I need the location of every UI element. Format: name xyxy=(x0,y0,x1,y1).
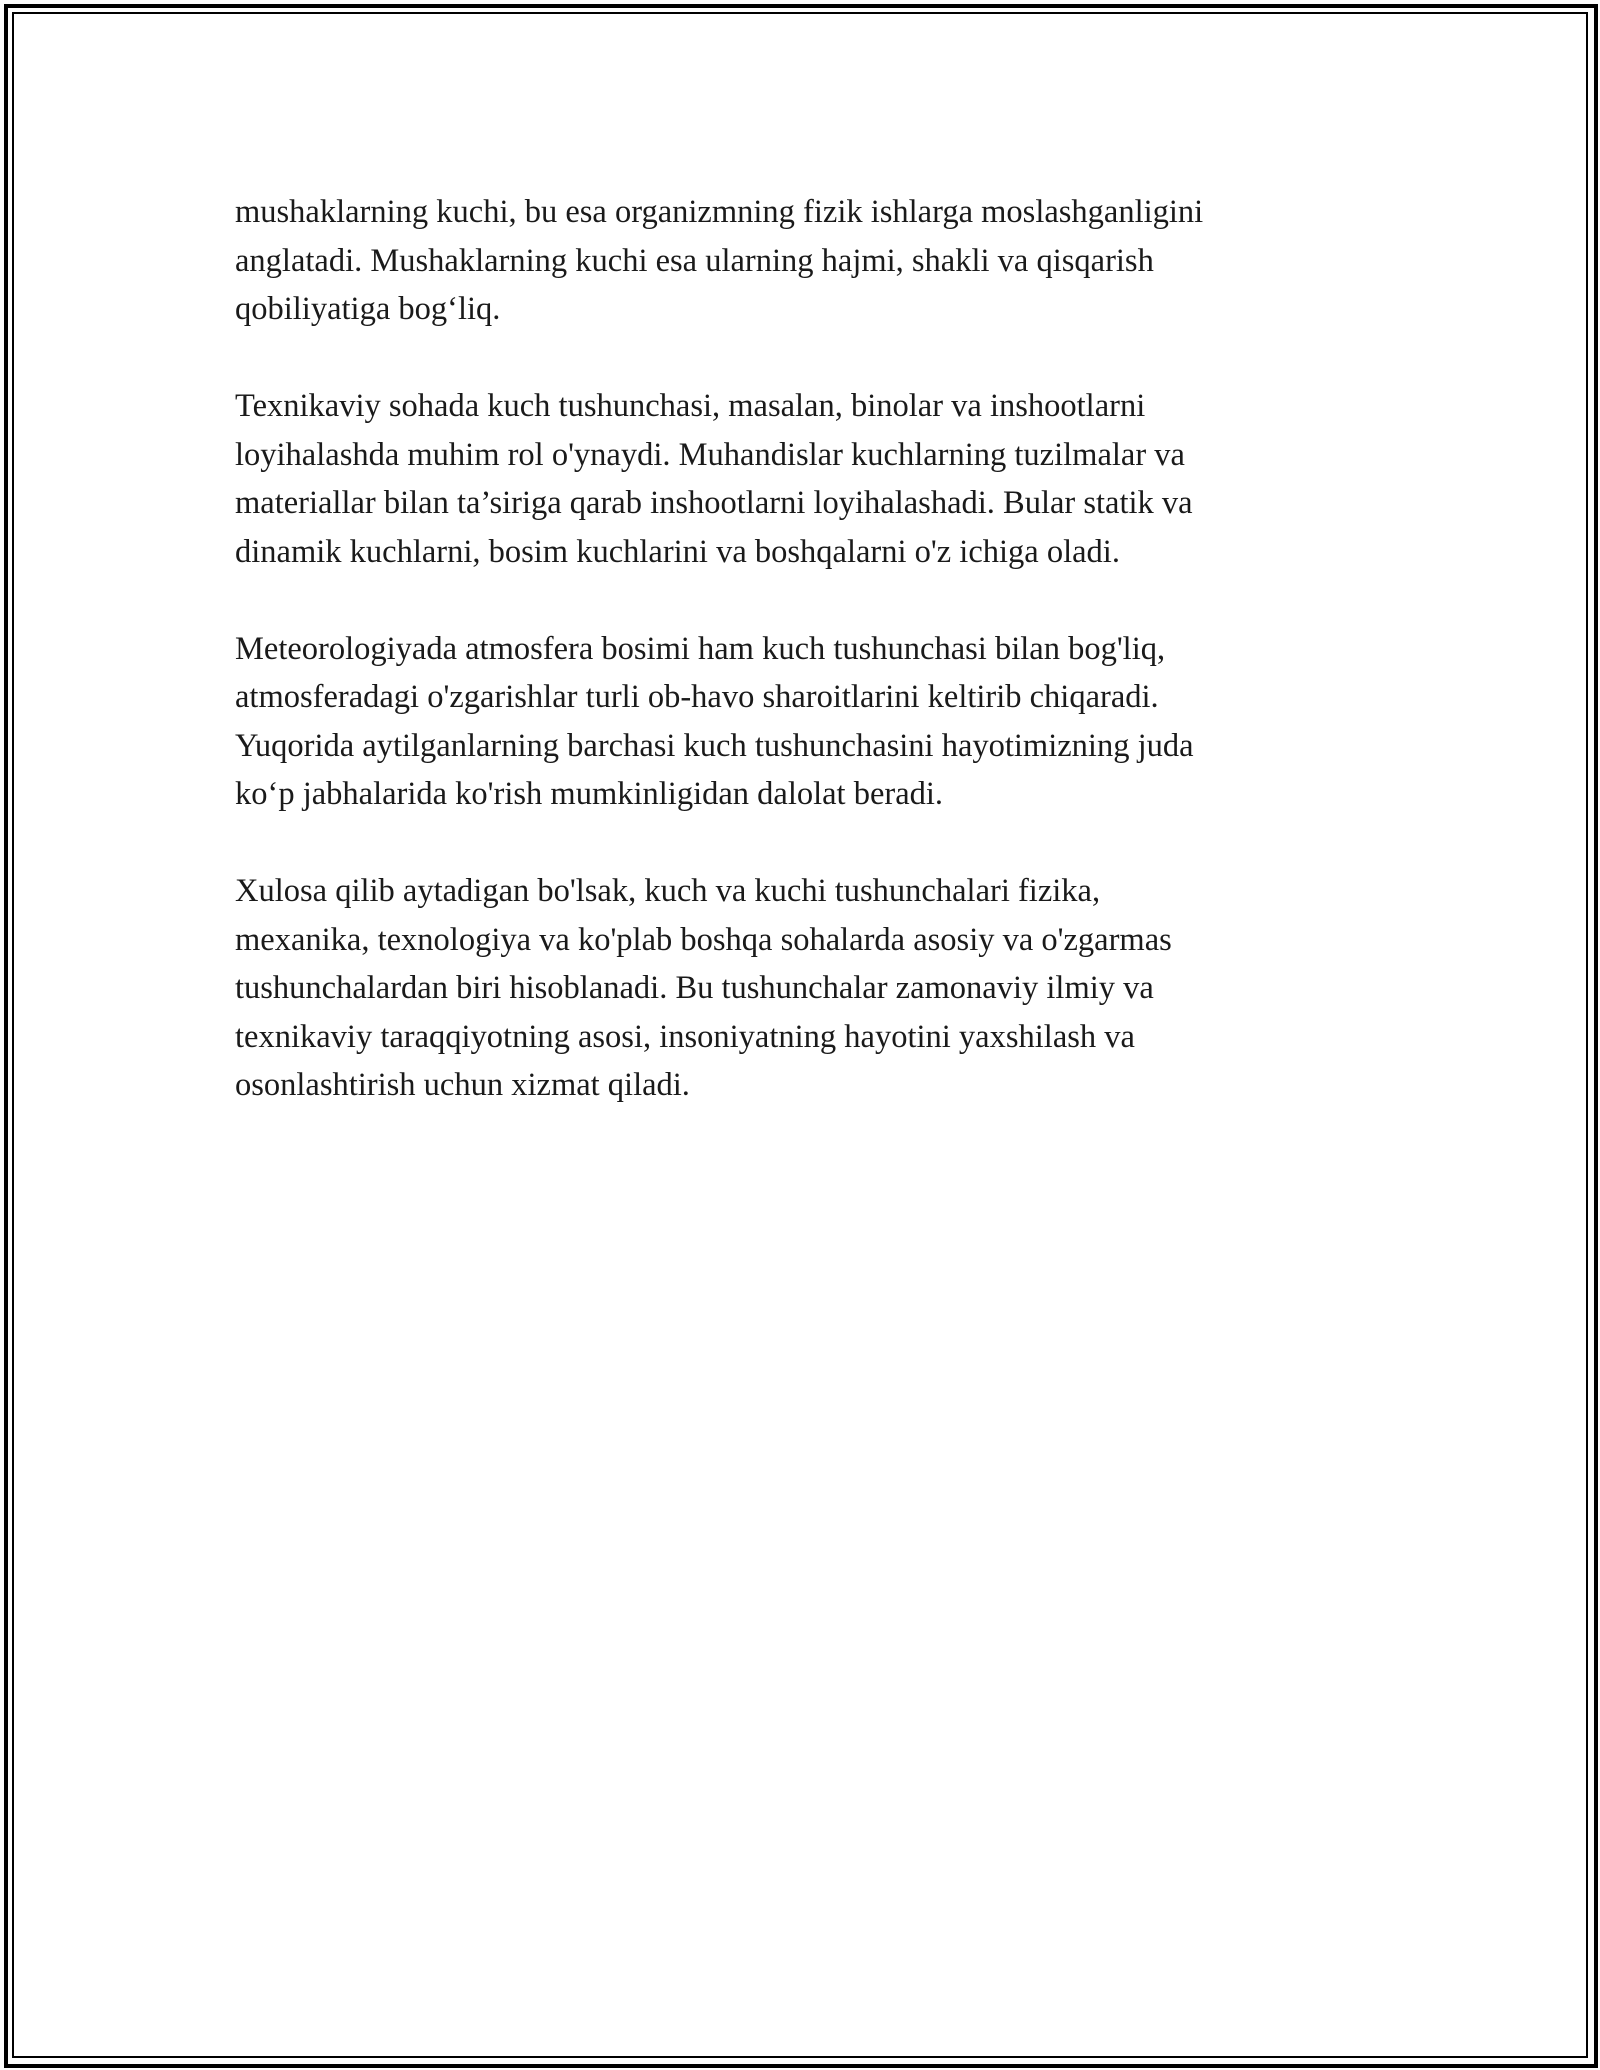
paragraph-muscle-strength xyxy=(235,188,1365,334)
text-line: Texnikaviy sohada kuch tushunchasi, masalan, binolar va inshootlarni xyxy=(235,388,1146,424)
text-line: Yuqorida aytilganlarning barchasi kuch tushunchasini hayotimizning juda xyxy=(235,727,1194,764)
text-line: ko‘p jabhalarida ko'rish mumkinligidan dalolat beradi. xyxy=(235,776,944,812)
text-line: dinamik kuchlarni, bosim kuchlarini va boshqalarni o'z ichiga oladi. xyxy=(235,533,1120,570)
paragraph-conclusion xyxy=(235,867,1365,1110)
text-line: atmosferadagi o'zgarishlar turli ob-havo sharoitlarini keltirib chiqaradi. xyxy=(235,679,1159,715)
paragraph-meteorology xyxy=(235,625,1365,819)
text-line: tushunchalardan biri hisoblanadi. Bu tushunchalar zamonaviy ilmiy va xyxy=(235,970,1154,1006)
text-line: mexanika, texnologiya va ko'plab boshqa sohalarda asosiy va o'zgarmas xyxy=(235,921,1172,958)
paragraph-engineering xyxy=(235,382,1365,576)
text-line: Xulosa qilib aytadigan bo'lsak, kuch va kuchi tushunchalari fizika, xyxy=(235,873,1101,909)
text-line: texnikaviy taraqqiyotning asosi, insoniyatning hayotini yaxshilash va xyxy=(235,1018,1135,1055)
text-line: osonlashtirish uchun xizmat qiladi. xyxy=(235,1067,690,1103)
text-line: Meteorologiyada atmosfera bosimi ham kuch tushunchasi bilan bog'liq, xyxy=(235,630,1166,667)
text-line: materiallar bilan ta’siriga qarab inshootlarni loyihalashadi. Bular statik va xyxy=(235,485,1193,521)
text-line: mushaklarning kuchi, bu esa organizmning fizik ishlarga moslashganligini xyxy=(235,194,1204,230)
text-line: loyihalashda muhim rol o'ynaydi. Muhandislar kuchlarning tuzilmalar va xyxy=(235,436,1185,473)
text-line: qobiliyatiga bog‘liq. xyxy=(235,291,501,327)
text-line: anglatadi. Mushaklarning kuchi esa ularning hajmi, shakli va qisqarish xyxy=(235,242,1154,279)
document-body xyxy=(235,188,1365,1158)
